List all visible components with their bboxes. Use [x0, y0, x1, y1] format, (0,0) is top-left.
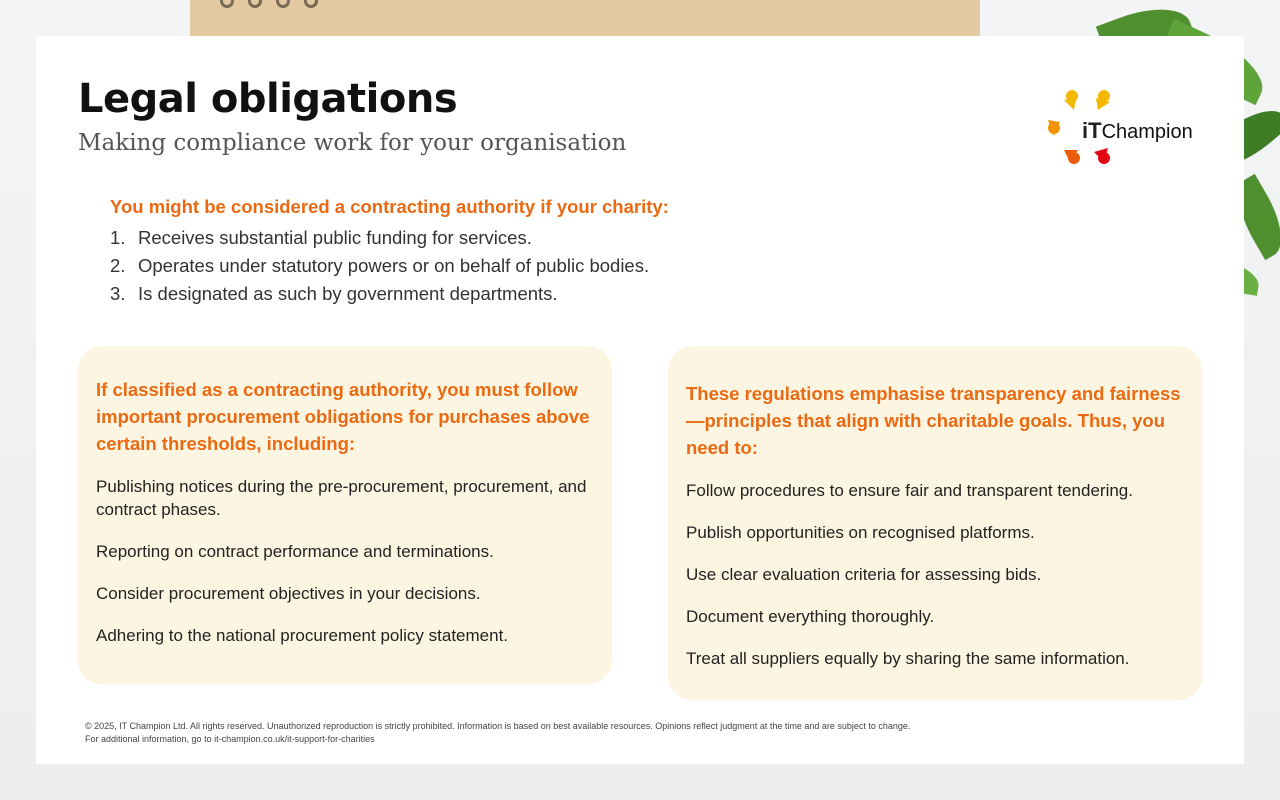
logo-wordmark — [1082, 118, 1193, 144]
requirement-item: Publish opportunities on recognised platforms. — [686, 523, 1035, 542]
requirements-card — [668, 346, 1202, 700]
page-subtitle: Making compliance work for your organisation — [78, 130, 627, 156]
list-item — [110, 224, 810, 252]
notebook-decoration — [190, 0, 980, 40]
requirement-item: Follow procedures to ensure fair and transparent tendering. — [686, 481, 1133, 500]
list-item — [110, 280, 810, 308]
it-champion-logo — [1046, 88, 1216, 168]
list-text: Receives substantial public funding for services. — [138, 227, 532, 248]
obligations-heading: If classified as a contracting authority, you must follow important procurement obligations for purchases above certain thresholds, including: — [96, 379, 590, 454]
ring-decoration — [276, 0, 290, 8]
more-info-text: For additional information, go to it-champion.co.uk/it-support-for-charities — [85, 734, 375, 744]
list-text: Is designated as such by government departments. — [138, 283, 558, 304]
obligation-item: Consider procurement objectives in your decisions. — [96, 584, 481, 603]
obligations-card — [78, 346, 612, 684]
intro-heading: You might be considered a contracting authority if your charity: — [110, 196, 669, 217]
list-item — [110, 252, 810, 280]
footer — [85, 720, 910, 746]
requirement-item: Treat all suppliers equally by sharing the same information. — [686, 649, 1130, 668]
logo-prefix: iT — [1082, 118, 1102, 143]
ring-decoration — [248, 0, 262, 8]
requirements-heading: These regulations emphasise transparency and fairness—principles that align with charitable goals. Thus, you need to: — [686, 383, 1181, 458]
intro-section — [110, 196, 810, 308]
intro-list — [110, 224, 810, 308]
obligation-item: Adhering to the national procurement policy statement. — [96, 626, 509, 645]
list-number: 3. — [110, 283, 126, 304]
logo-name: Champion — [1101, 121, 1193, 143]
copyright-text: © 2025, IT Champion Ltd. All rights reserved. Unauthorized reproduction is strictly prohibited. Information is based on best available resources. Opinions reflect judgment at the time and are subject to change. — [85, 721, 911, 731]
requirement-item: Use clear evaluation criteria for assessing bids. — [686, 565, 1042, 584]
ring-decoration — [220, 0, 234, 8]
list-number: 1. — [110, 227, 126, 248]
list-number: 2. — [110, 255, 126, 276]
slide — [36, 36, 1244, 764]
list-text: Operates under statutory powers or on behalf of public bodies. — [138, 255, 650, 276]
ring-decoration — [304, 0, 318, 8]
requirement-item: Document everything thoroughly. — [686, 607, 935, 626]
page-title: Legal obligations — [78, 76, 458, 122]
obligation-item: Publishing notices during the pre-procurement, procurement, and contract phases. — [96, 477, 587, 519]
obligation-item: Reporting on contract performance and terminations. — [96, 542, 494, 561]
